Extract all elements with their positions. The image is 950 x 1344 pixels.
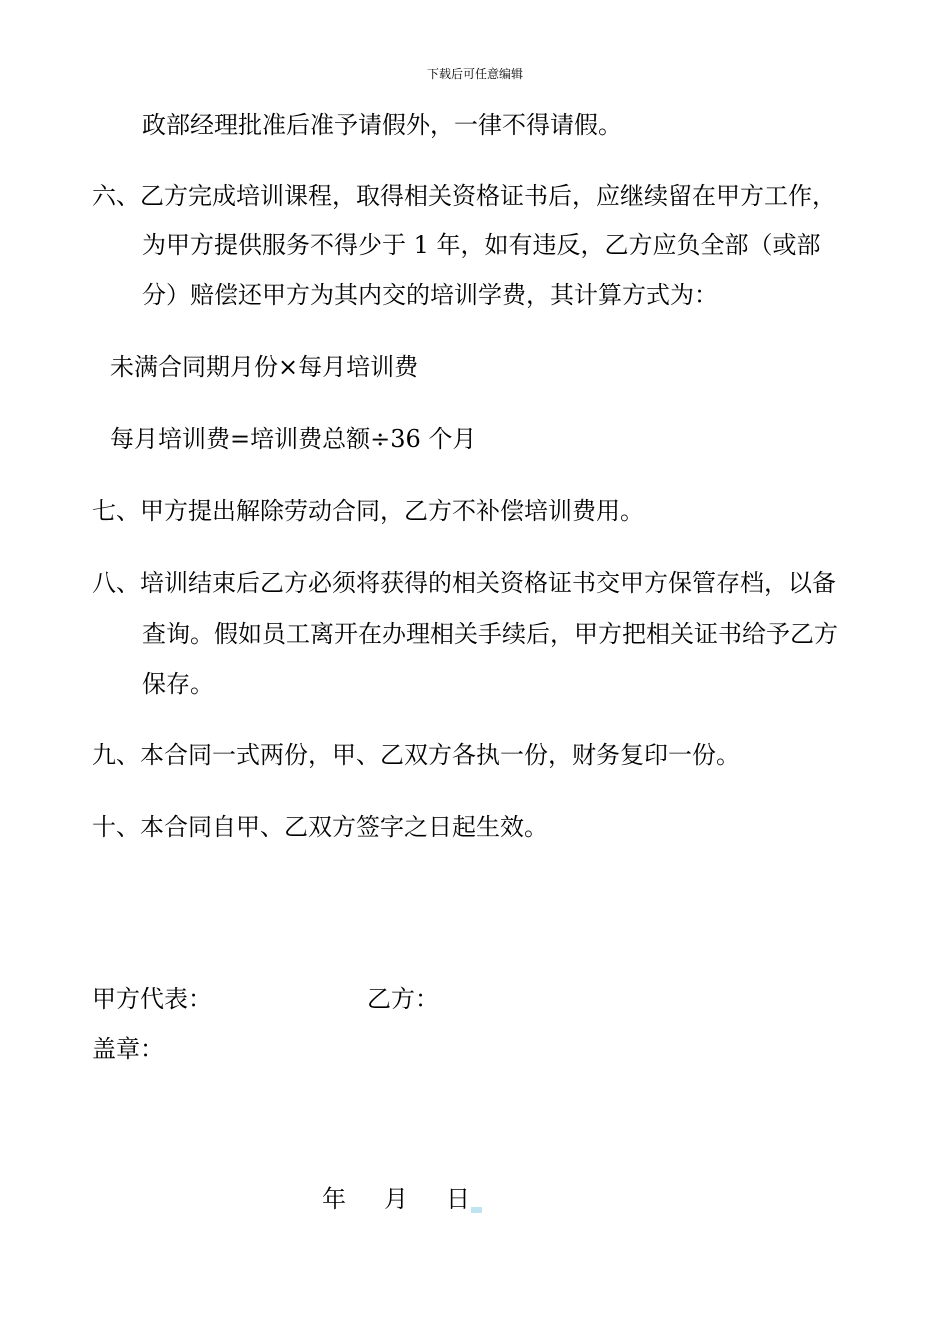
month-label: 月 <box>384 1185 408 1213</box>
clause-7-line-1 <box>92 495 644 527</box>
clause-text: 乙方完成培训课程，取得相关资格证书后，应继续留在甲方工作， <box>140 182 836 210</box>
clause-text: 甲方提出解除劳动合同，乙方不补偿培训费用。 <box>140 497 644 525</box>
clause-number: 七、 <box>92 497 140 525</box>
formula-line-1: 未满合同期月份×每月培训费 <box>110 353 419 381</box>
clause-6-line-3: 分）赔偿还甲方为其内交的培训学费，其计算方式为： <box>142 281 718 309</box>
text-cursor-mark <box>471 1207 482 1213</box>
clause-6-line-2: 为甲方提供服务不得少于 1 年，如有违反，乙方应负全部（或部 <box>142 231 821 259</box>
clause-number: 八、 <box>92 569 140 597</box>
day-label: 日 <box>446 1185 470 1213</box>
party-b-label: 乙方： <box>367 985 439 1013</box>
clause-number: 六、 <box>92 182 140 210</box>
seal-label: 盖章： <box>92 1035 164 1063</box>
clause-number: 十、 <box>92 813 140 841</box>
year-label: 年 <box>322 1185 346 1213</box>
clause-number: 九、 <box>92 741 140 769</box>
clause-text: 本合同自甲、乙双方签字之日起生效。 <box>140 813 548 841</box>
clause-8-line-1 <box>92 567 836 599</box>
clause-text: 本合同一式两份，甲、乙双方各执一份，财务复印一份。 <box>140 741 740 769</box>
date-line <box>322 1183 482 1215</box>
clause-8-line-3: 保存。 <box>142 670 214 698</box>
party-a-label: 甲方代表： <box>92 985 212 1013</box>
clause-6-line-1 <box>92 180 836 212</box>
formula-line-2: 每月培训费=培训费总额÷36 个月 <box>110 425 477 453</box>
clause-10-line-1 <box>92 811 548 843</box>
clause-8-line-2: 查询。假如员工离开在办理相关手续后，甲方把相关证书给予乙方 <box>142 620 838 648</box>
paragraph-continuation: 政部经理批准后准予请假外，一律不得请假。 <box>142 111 622 139</box>
clause-9-line-1 <box>92 739 740 771</box>
page-header: 下载后可任意编辑 <box>426 67 523 81</box>
clause-text: 培训结束后乙方必须将获得的相关资格证书交甲方保管存档，以备 <box>140 569 836 597</box>
